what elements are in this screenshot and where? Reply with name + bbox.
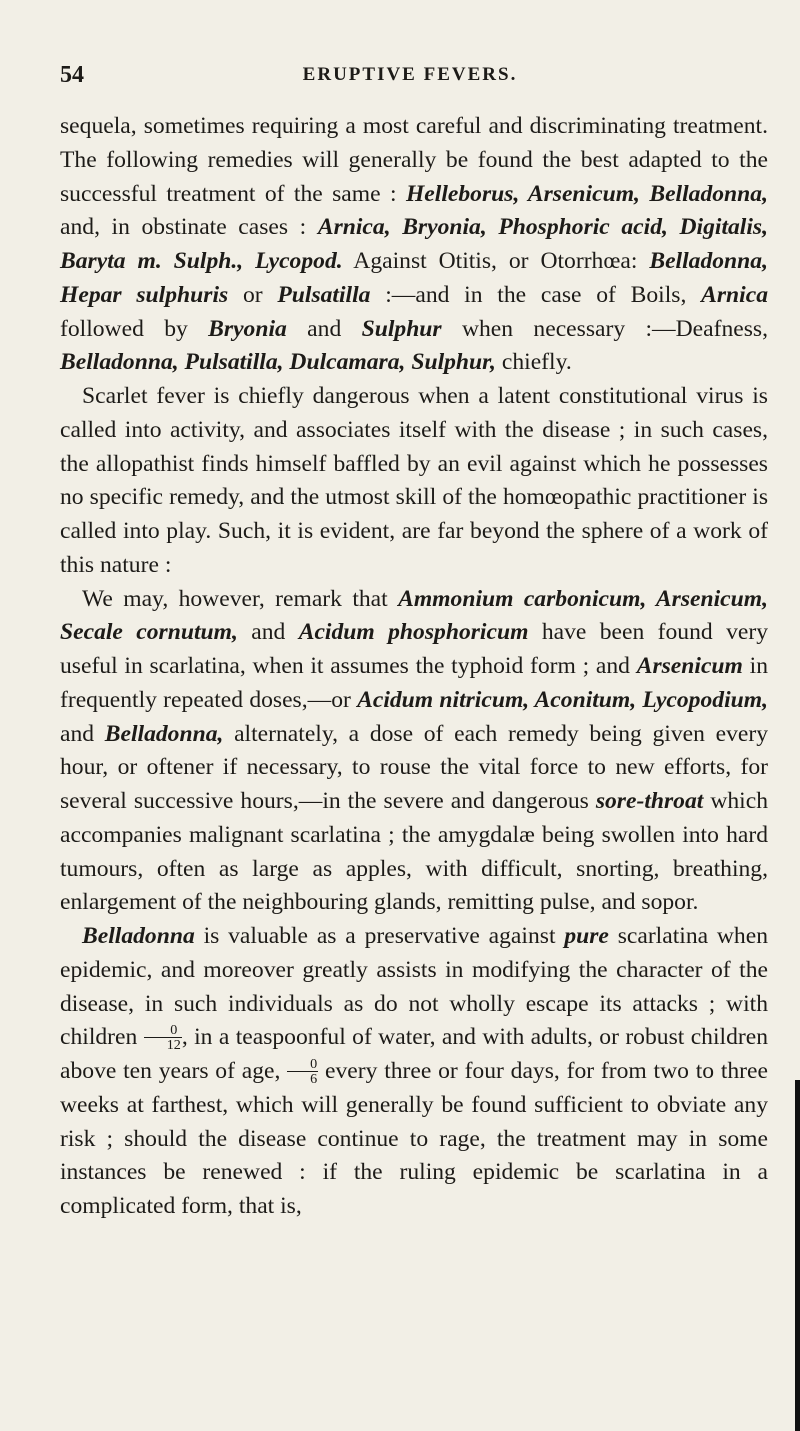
dose-fraction: [287, 1057, 318, 1086]
text-run: and: [60, 720, 105, 747]
text-run: every three or four days, for from two to three weeks at farthest, which will generally be found sufficient to obviate any risk ; should the disease continue to rage, the treatment may in some instances be renewed : if the ruling epidemic be scarlatina in a complicated form, that is,: [60, 1058, 768, 1219]
remedy-names: Bryonia: [208, 315, 287, 342]
text-run: which accompanies malignant scarlatina ; the amygdalæ being swollen into hard tumours, often as large as apples, with difficult, snorting, breathing, enlargement of the neighbouring glands, remitting pulse, and sopor.: [60, 788, 768, 916]
fraction-denominator: 12: [166, 1037, 181, 1054]
page-edge-shadow: [795, 1080, 800, 1431]
text-run: is valuable as a preservative against: [194, 923, 565, 949]
remedy-names: Acidum phosphoricum: [298, 619, 529, 646]
paragraph-scarlet-fever: [60, 380, 768, 583]
text-run: and: [286, 315, 362, 342]
fraction-numerator: 0: [287, 1057, 318, 1072]
text-run: sequela, sometimes requiring a most careful and discriminating treatment. The following remedies will generally be found the best adapted to the successful treatment of the same :: [60, 113, 768, 207]
emphasis: sore-throat: [595, 788, 704, 814]
paragraph-remark: [60, 583, 768, 921]
text-run: Scarlet fever is chiefly dangerous when a latent constitutional virus is called into activity, and associates itself with the disease ; in such cases, the allopathist finds himself baffled by an evil against which he possesses no specific remedy, and the utmost skill of the homœopathic practitioner is called into play. Such, it is evident, are far beyond the sphere of a work of this nature :: [60, 383, 768, 578]
remedy-names: Belladonna: [82, 923, 195, 949]
page-header: [60, 62, 760, 92]
paragraph-belladonna: [60, 920, 768, 1224]
remedy-names: Belladonna, Hepar sulphuris: [60, 248, 768, 308]
text-run: We may, however, remark that: [82, 585, 399, 612]
text-run: or: [228, 281, 278, 308]
remedy-names: Belladonna, Pulsatilla, Dulcamara, Sulphur,: [60, 349, 496, 376]
remedy-names: Ammonium carbonicum, Arsenicum, Secale cornutum,: [60, 585, 768, 646]
fraction-denominator: 6: [310, 1070, 318, 1087]
paragraph-sequela: [60, 110, 768, 380]
text-run: alternately, a dose of each remedy being given every hour, or oftener if necessary, to rouse the vital force to new efforts, for several successive hours,—in the severe and dangerous: [60, 720, 768, 814]
fraction-numerator: 0: [144, 1023, 182, 1038]
text-run: and, in obstinate cases :: [60, 214, 318, 241]
remedy-names: Pulsatilla: [277, 281, 371, 308]
emphasis: pure: [564, 923, 609, 949]
text-run: :—and in the case of Boils,: [370, 281, 702, 308]
text-run: when necessary :—Deafness,: [441, 315, 768, 342]
remedy-names: Acidum nitricum, Aconitum, Lycopodium,: [357, 686, 768, 713]
remedy-names: Arnica: [701, 281, 768, 308]
text-run: scarlatina when epidemic, and moreover greatly assists in modifying the character of the disease, in such individuals as do not wholly escape its attacks ; with children: [60, 923, 768, 1051]
text-run: followed by: [60, 315, 209, 342]
remedy-names: Helleborus, Arsenicum, Belladonna,: [405, 180, 768, 207]
text-run: in frequently repeated doses,—or: [60, 653, 768, 713]
remedy-names: Arnica, Bryonia, Phosphoric acid, Digitalis, Baryta m. Sulph., Lycopod.: [60, 214, 768, 274]
page-body: [60, 110, 768, 1224]
page-number: 54: [60, 62, 84, 88]
text-run: , in a teaspoonful of water, and with adults, or robust children above ten years of age,: [60, 1024, 768, 1084]
remedy-names: Arsenicum: [636, 653, 743, 679]
text-run: have been found very useful in scarlatina, when it assumes the typhoid form ; and: [60, 619, 768, 679]
text-run: chiefly.: [495, 349, 572, 376]
remedy-names: Belladonna,: [104, 720, 224, 747]
text-run: and: [237, 619, 299, 646]
text-run: Against Otitis, or Otorrhœa:: [342, 248, 650, 274]
running-title: ERUPTIVE FEVERS.: [302, 64, 518, 85]
remedy-names: Sulphur: [361, 315, 442, 342]
dose-fraction: [144, 1023, 182, 1052]
